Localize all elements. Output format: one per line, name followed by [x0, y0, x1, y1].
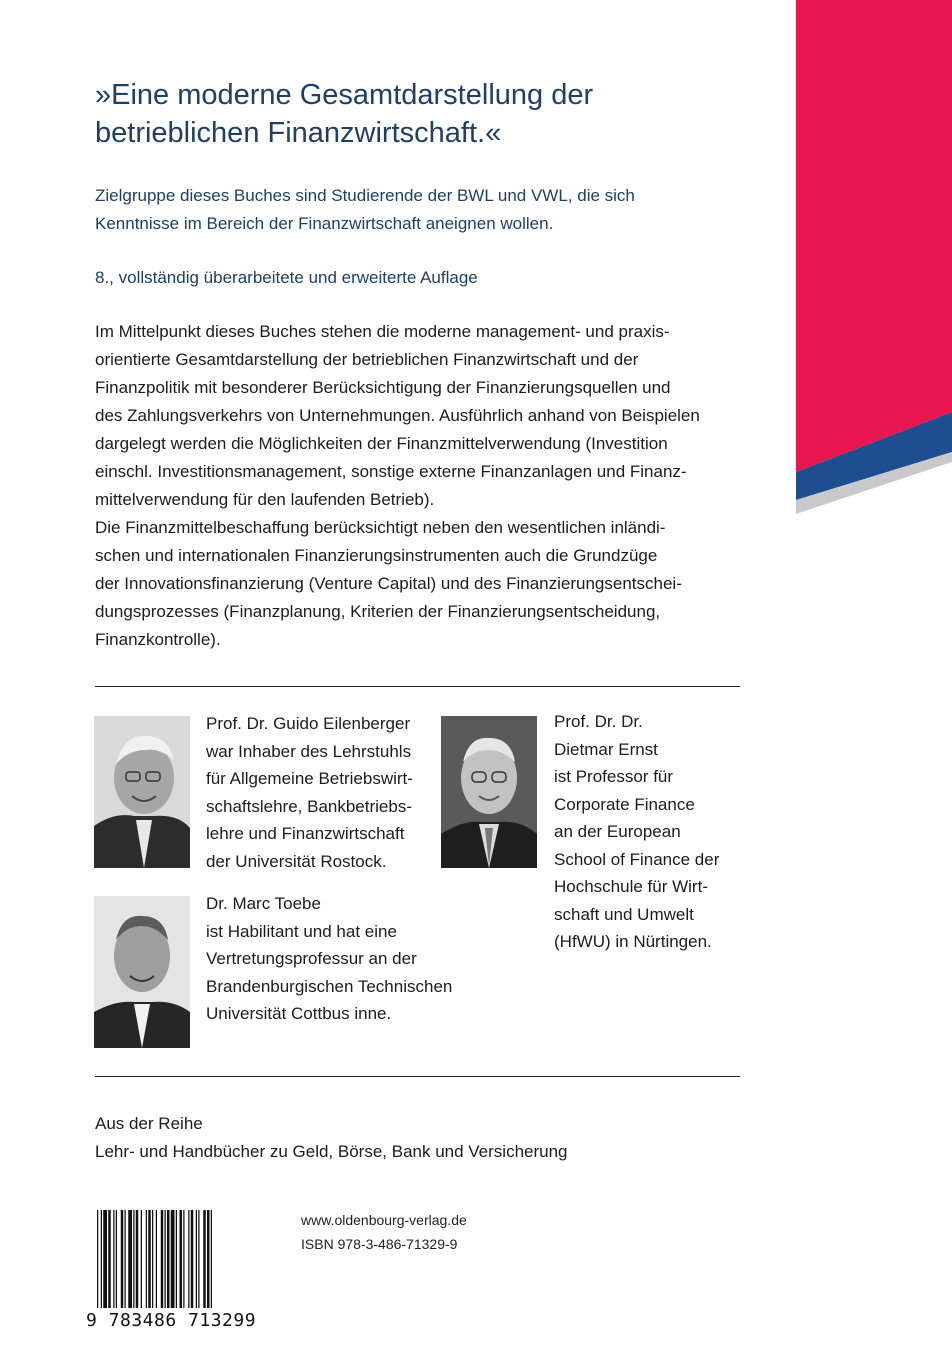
barcode-bar	[198, 1210, 199, 1308]
author-photo-toebe	[94, 896, 190, 1048]
barcode-bar	[196, 1210, 197, 1308]
bio-line: School of Finance der	[554, 849, 720, 869]
barcode-bar	[152, 1210, 153, 1308]
bio-line: Dietmar Ernst	[554, 739, 658, 759]
bio-line: Universität Cottbus inne.	[206, 1004, 392, 1023]
description-line: mittelverwendung für den laufenden Betrieb).	[95, 490, 435, 509]
barcode-bar	[165, 1210, 166, 1308]
barcode-bar	[136, 1210, 139, 1308]
bio-line: schaftslehre, Bankbetriebs-	[206, 796, 412, 816]
barcode-number: 9 783486 713299	[86, 1310, 257, 1331]
bio-line: war Inhaber des Lehrstuhls	[206, 741, 412, 761]
author-photo-eilenberger	[94, 716, 190, 868]
isbn-text: ISBN 978-3-486-71329-9	[301, 1236, 458, 1252]
barcode-bar	[211, 1210, 212, 1308]
bio-line: schaft und Umwelt	[554, 904, 694, 924]
barcode-bar	[180, 1210, 183, 1308]
barcode-bar	[113, 1210, 114, 1308]
barcode-bar	[161, 1210, 164, 1308]
edition-text: 8., vollständig überarbeitete und erweiterte Auflage	[95, 268, 478, 287]
description-line: des Zahlungsverkehrs von Unternehmungen. Ausführlich anhand von Beispielen	[95, 406, 700, 425]
barcode-bar	[108, 1210, 111, 1308]
headline	[95, 76, 755, 152]
bio-line: (HfWU) in Nürtingen.	[554, 932, 712, 951]
barcode-bar	[146, 1210, 147, 1308]
bio-line: ist Professor für	[554, 767, 674, 786]
barcode-bar	[97, 1210, 98, 1308]
publisher-website: www.oldenbourg-verlag.de	[301, 1212, 467, 1228]
bio-line: für Allgemeine Betriebswirt-	[206, 769, 413, 788]
bio-line: lehre und Finanzwirtschaft	[206, 824, 405, 843]
bio-line: an der European	[554, 822, 681, 841]
divider-bottom	[95, 1076, 740, 1077]
author-photo-ernst	[441, 716, 537, 868]
barcode-bar	[191, 1210, 194, 1308]
barcode-bar	[203, 1210, 206, 1308]
target-group-line: Kenntnisse im Bereich der Finanzwirtschaft aneignen wollen.	[95, 214, 554, 233]
barcode-bar	[148, 1210, 151, 1308]
bio-line: Brandenburgischen Technischen	[206, 976, 453, 996]
bio-line: Dr. Marc Toebe	[206, 894, 321, 913]
barcode-bar	[167, 1210, 170, 1308]
headline-line: betrieblichen Finanzwirtschaft.«	[95, 117, 502, 149]
description-line: Die Finanzmittelbeschaffung berücksichtigt neben den wesentlichen inländi-	[95, 518, 666, 537]
bio-line: ist Habilitant und hat eine	[206, 921, 397, 941]
description-line: einschl. Investitionsmanagement, sonstige externe Finanzanlagen und Finanz-	[95, 462, 687, 481]
bio-line: Prof. Dr. Guido Eilenberger	[206, 714, 411, 733]
imprint	[301, 1208, 467, 1256]
barcode-bar	[101, 1210, 102, 1308]
author-bio-eilenberger	[206, 710, 413, 875]
barcode-bar	[121, 1210, 124, 1308]
series-info	[95, 1110, 568, 1166]
barcode-bar	[103, 1210, 107, 1308]
barcode-bar	[171, 1210, 175, 1308]
description-line: Finanzkontrolle).	[95, 630, 221, 649]
bio-line: Corporate Finance	[554, 794, 695, 814]
author-bio-toebe	[206, 890, 452, 1028]
bio-line: Prof. Dr. Dr.	[554, 712, 643, 731]
barcode-bar	[207, 1210, 210, 1308]
barcode-bar	[156, 1210, 157, 1308]
description-line: dungsprozesses (Finanzplanung, Kriterien der Finanzierungsentscheidung,	[95, 602, 661, 621]
headline-line: »Eine moderne Gesamtdarstellung der	[95, 79, 594, 111]
barcode-bar	[183, 1210, 184, 1308]
barcode-bar	[188, 1210, 189, 1308]
barcode-bar	[176, 1210, 177, 1308]
target-group-line: Zielgruppe dieses Buches sind Studierende der BWL und VWL, die sich	[95, 186, 635, 205]
description-line: Finanzpolitik mit besonderer Berücksichtigung der Finanzierungsquellen und	[95, 378, 671, 397]
divider-top	[95, 686, 740, 687]
series-label: Aus der Reihe	[95, 1114, 203, 1133]
description-line: orientierte Gesamtdarstellung der betrieblichen Finanzwirtschaft und der	[95, 350, 639, 369]
isbn-barcode	[95, 1210, 257, 1308]
barcode-bar	[116, 1210, 117, 1308]
target-group-text	[95, 182, 735, 238]
bio-line: Vertretungsprofessur an der	[206, 949, 417, 968]
author-bio-ernst	[554, 708, 719, 956]
barcode-bar	[141, 1210, 142, 1308]
description-text	[95, 318, 755, 654]
cover-stripe-graphic	[796, 0, 952, 516]
barcode-bar	[133, 1210, 134, 1308]
series-title: Lehr- und Handbücher zu Geld, Börse, Bank und Versicherung	[95, 1142, 568, 1161]
bio-line: Hochschule für Wirt-	[554, 877, 708, 896]
description-line: dargelegt werden die Möglichkeiten der Finanzmittelverwendung (Investition	[95, 434, 668, 453]
description-line: schen und internationalen Finanzierungsinstrumenten auch die Grundzüge	[95, 546, 658, 565]
description-line: der Innovationsfinanzierung (Venture Capital) und des Finanzierungsentschei-	[95, 574, 682, 593]
barcode-bar	[128, 1210, 132, 1308]
description-line: Im Mittelpunkt dieses Buches stehen die moderne management- und praxis-	[95, 322, 670, 341]
barcode-bar	[125, 1210, 126, 1308]
bio-line: der Universität Rostock.	[206, 851, 387, 871]
